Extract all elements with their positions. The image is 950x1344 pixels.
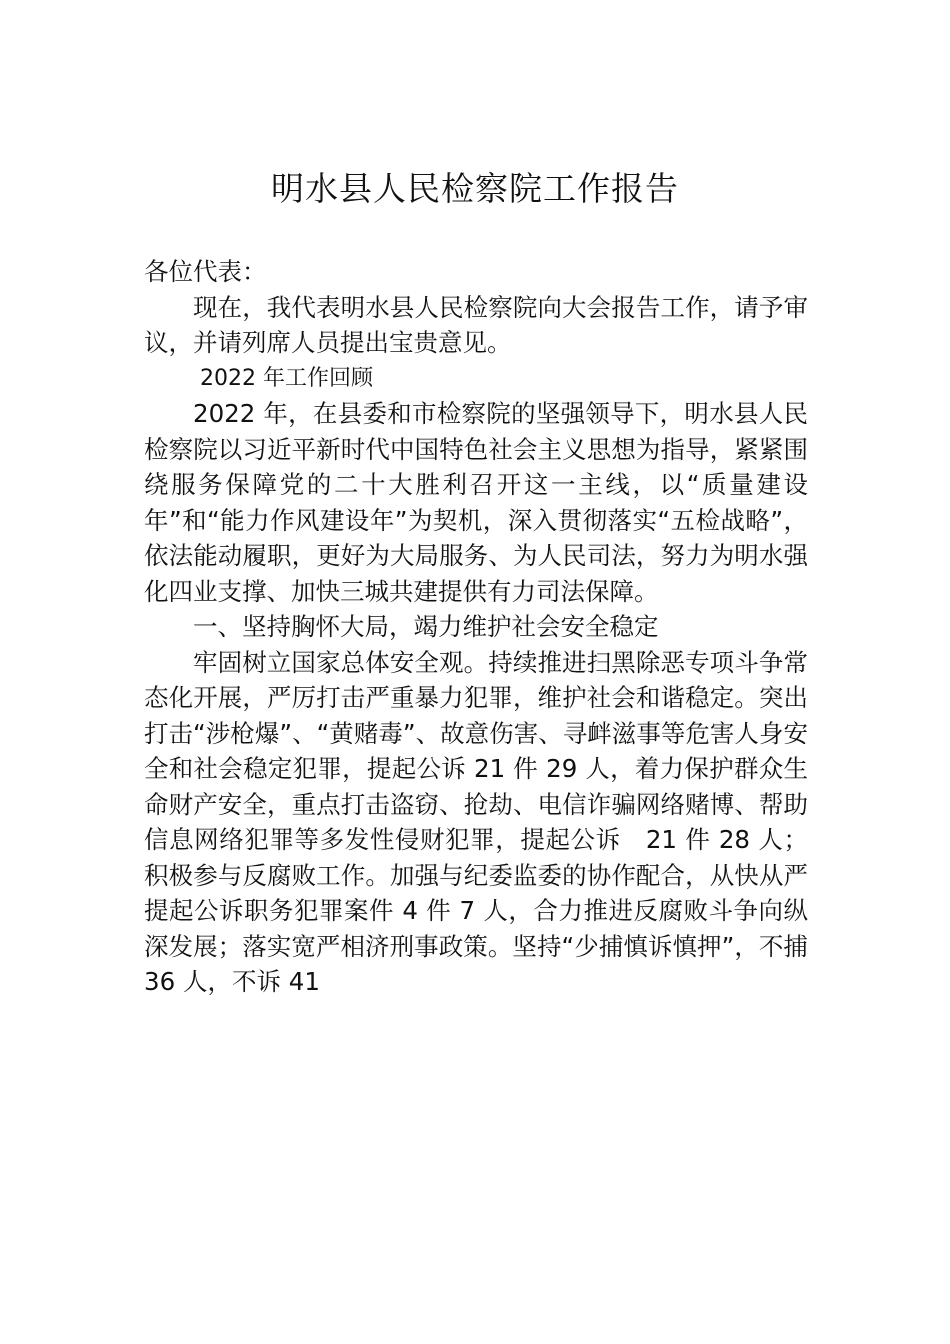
review-paragraph: 2022 年，在县委和市检察院的坚强领导下，明水县人民检察院以习近平新时代中国特色社会主义思想为指导，紧紧围绕服务保障党的二十大胜利召开这一主线，以“质量建设年”和“能力作风建设年”为契机，深入贯彻落实“五检战略”，依法能动履职，更好为大局服务、为人民司法，努力为明水强化四业支撑、加快三城共建提供有力司法保障。 <box>144 399 808 606</box>
page-title: 明水县人民检察院工作报告 <box>271 169 679 208</box>
intro-paragraph: 现在，我代表明水县人民检察院向大会报告工作，请予审议，并请列席人员提出宝贵意见。 <box>144 292 808 357</box>
review-heading: 2022 年工作回顾 <box>200 365 373 391</box>
report-body <box>144 254 808 1000</box>
section-one-heading: 一、坚持胸怀大局，竭力维护社会安全稳定 <box>193 612 659 641</box>
section-one-paragraph: 牢固树立国家总体安全观。持续推进扫黑除恶专项斗争常态化开展，严厉打击严重暴力犯罪，维护社会和谐稳定。突出打击“涉枪爆”、“黄赌毒”、故意伤害、寻衅滋事等危害人身安全和社会稳定犯罪，提起公诉 21 件 29 人，着力保护群众生命财产安全，重点打击盗窃、抢劫、电信诈骗网络赌博、帮助信息网络犯罪等多发性侵财犯罪，提起公诉 21 件 28 人；积极参与反腐败工作。加强与纪委监委的协作配合，从快从严提起公诉职务犯罪案件 4 件 7 人，合力推进反腐败斗争向纵深发展；落实宽严相济刑事政策。坚持“少捕慎诉慎押”，不捕 36 人，不诉 41 <box>144 647 808 996</box>
salutation: 各位代表： <box>144 257 267 286</box>
